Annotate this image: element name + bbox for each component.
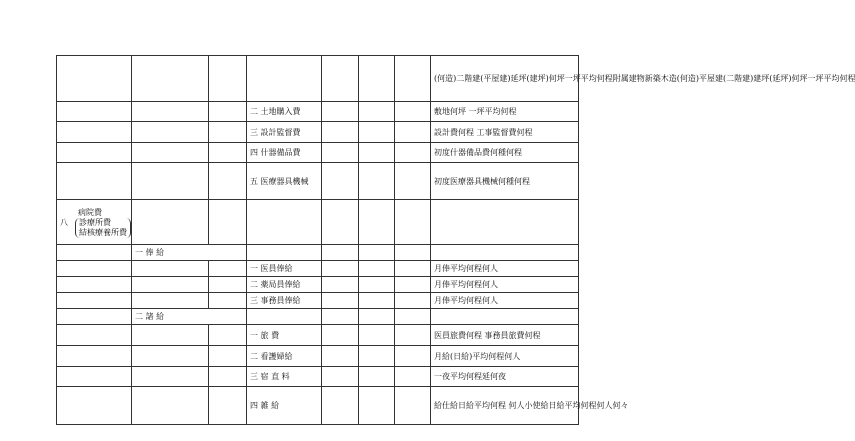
table-row bbox=[57, 277, 579, 293]
section-8-heading bbox=[57, 200, 132, 245]
item-cell: 五 医療器具機械 bbox=[247, 163, 322, 200]
table-row bbox=[57, 56, 579, 102]
note-cell: 月給(日給)平均何程何人 bbox=[431, 346, 579, 367]
note-cell: 一夜平均何程延何夜 bbox=[431, 367, 579, 387]
table-row bbox=[57, 293, 579, 309]
item-cell: 二 薬局員俸給 bbox=[247, 277, 322, 293]
note-cell: 医員旅費何程 事務員旅費何程 bbox=[431, 325, 579, 346]
item-cell: 一 旅 費 bbox=[247, 325, 322, 346]
table-row bbox=[57, 367, 579, 387]
item-cell bbox=[247, 56, 322, 102]
table-row bbox=[57, 122, 579, 143]
item-cell: 三 設計監督費 bbox=[247, 122, 322, 143]
table-row bbox=[57, 325, 579, 346]
item-cell: 四 雑 給 bbox=[247, 387, 322, 425]
note-cell: 給仕給日給平均何程 何人小使給日給平均何程何人何々 bbox=[431, 387, 579, 425]
item-cell: 四 什器備品費 bbox=[247, 143, 322, 163]
note-cell: 敷地何坪 一坪平均何程 bbox=[431, 102, 579, 122]
table-row bbox=[57, 200, 579, 245]
note-cell: 月俸平均何程何人 bbox=[431, 277, 579, 293]
table-row bbox=[57, 245, 579, 261]
table-row bbox=[57, 309, 579, 325]
budget-table bbox=[56, 55, 855, 425]
note-cell: 月俸平均何程何人 bbox=[431, 261, 579, 277]
item-cell: 二 土地購入費 bbox=[247, 102, 322, 122]
item-cell: 三 事務員俸給 bbox=[247, 293, 322, 309]
table-row bbox=[57, 143, 579, 163]
item-cell: 二 看護婦給 bbox=[247, 346, 322, 367]
table-row bbox=[57, 163, 579, 200]
item-cell: 一 医員俸給 bbox=[247, 261, 322, 277]
section-title: 病院費 bbox=[78, 207, 102, 217]
category-cell: 一 俸 給 bbox=[132, 245, 247, 261]
section-number: 八 bbox=[60, 217, 68, 227]
section-subtitles: 診療所費 結核療養所費 bbox=[75, 218, 131, 238]
table-row bbox=[57, 346, 579, 367]
note-cell: 月俸平均何程何人 bbox=[431, 293, 579, 309]
table-row bbox=[57, 387, 579, 425]
note-cell: 設計費何程 工事監督費何程 bbox=[431, 122, 579, 143]
table-row bbox=[57, 102, 579, 122]
category-cell: 二 諸 給 bbox=[132, 309, 247, 325]
note-cell: (何造)二階建(平屋建)延坪(建坪)何坪一坪平均何程附属建物新築木造(何造)平屋建(二階建)建坪(延坪)何坪一坪平均何程 bbox=[431, 56, 579, 102]
table-row bbox=[57, 261, 579, 277]
item-cell: 三 宿 直 料 bbox=[247, 367, 322, 387]
note-cell: 初度什器備品費何種何程 bbox=[431, 143, 579, 163]
note-cell: 初度医療器具機械何種何程 bbox=[431, 163, 579, 200]
